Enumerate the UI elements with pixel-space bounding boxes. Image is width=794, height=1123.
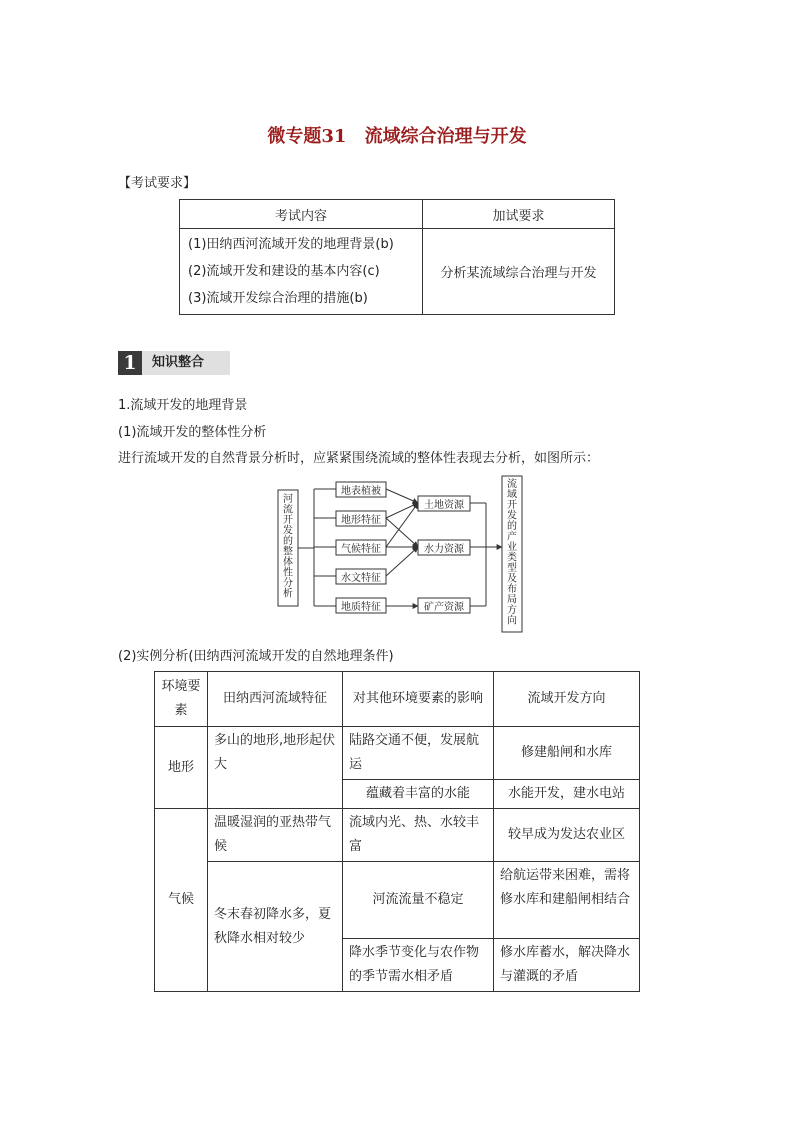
factor-label: 地表植被 bbox=[341, 486, 381, 497]
resource-label: 水力资源 bbox=[424, 544, 464, 555]
section-number: 1 bbox=[118, 351, 142, 375]
vertical-char: 局 bbox=[507, 594, 517, 606]
climate-feature-2: 冬末春初降水多，夏秋降水相对较少 bbox=[208, 862, 343, 992]
left-box-text bbox=[283, 493, 293, 600]
climate-impact-3: 降水季节变化与农作物的季节需水相矛盾 bbox=[343, 939, 494, 992]
vertical-char: 体 bbox=[283, 557, 293, 568]
terrain-label: 地形 bbox=[155, 727, 208, 809]
req-item: (1)田纳西河流域开发的地理背景(b) bbox=[188, 237, 394, 252]
vertical-char: 流 bbox=[283, 504, 293, 516]
factor-label: 水文特征 bbox=[341, 573, 381, 584]
vertical-char: 型 bbox=[507, 563, 517, 574]
example-table bbox=[154, 671, 640, 992]
point-1-2: (2)实例分析(田纳西河流域开发的自然地理条件) bbox=[118, 649, 394, 664]
header-cell: 流域开发方向 bbox=[494, 672, 640, 727]
vertical-char: 整 bbox=[283, 546, 293, 558]
point-1: 1.流域开发的地理背景 bbox=[118, 398, 248, 413]
vertical-char: 发 bbox=[507, 510, 517, 522]
title-number: 微专题31 bbox=[267, 126, 347, 147]
resource-label: 土地资源 bbox=[424, 500, 464, 511]
req-item: (3)流域开发综合治理的措施(b) bbox=[188, 291, 368, 306]
terrain-feature: 多山的地形,地形起伏大 bbox=[208, 727, 343, 809]
vertical-char: 的 bbox=[507, 521, 517, 532]
req-extra-cell: 分析某流域综合治理与开发 bbox=[423, 229, 615, 315]
climate-impact-2: 河流流量不稳定 bbox=[343, 862, 494, 939]
vertical-char: 产 bbox=[507, 531, 517, 543]
factor-label: 地形特征 bbox=[341, 515, 381, 526]
vertical-char: 分 bbox=[283, 578, 293, 589]
vertical-char: 性 bbox=[283, 567, 293, 579]
vertical-char: 流 bbox=[507, 479, 517, 490]
vertical-char: 发 bbox=[283, 525, 293, 537]
header-cell: 对其他环境要素的影响 bbox=[343, 672, 494, 727]
requirements-table bbox=[179, 199, 615, 315]
requirements-heading: 【考试要求】 bbox=[118, 176, 197, 191]
climate-feature-1: 温暖湿润的亚热带气候 bbox=[208, 809, 343, 862]
vertical-char: 析 bbox=[283, 588, 293, 600]
header-cell: 环境要素 bbox=[155, 672, 208, 727]
vertical-char: 的 bbox=[283, 536, 293, 547]
section-header bbox=[118, 351, 230, 375]
factor-label: 地质特征 bbox=[341, 602, 381, 613]
vertical-char: 开 bbox=[507, 500, 517, 511]
terrain-impact-2: 蕴藏着丰富的水能 bbox=[343, 780, 494, 809]
section-label: 知识整合 bbox=[152, 355, 205, 370]
header-cell: 田纳西河流域特征 bbox=[208, 672, 343, 727]
req-content-cell bbox=[180, 229, 423, 315]
climate-direction-1: 较早成为发达农业区 bbox=[494, 809, 640, 862]
terrain-direction-1: 修建船闸和水库 bbox=[494, 727, 640, 780]
req-col-content: 考试内容 bbox=[180, 200, 423, 229]
vertical-char: 类 bbox=[507, 552, 517, 564]
climate-label: 气候 bbox=[155, 809, 208, 992]
right-box-text bbox=[507, 477, 517, 627]
vertical-char: 及 bbox=[507, 573, 517, 585]
terrain-impact-1: 陆路交通不便，发展航运 bbox=[343, 727, 494, 780]
req-col-extra: 加试要求 bbox=[423, 200, 615, 229]
factor-label: 气候特征 bbox=[341, 544, 381, 555]
climate-impact-1: 流域内光、热、水较丰富 bbox=[343, 809, 494, 862]
climate-direction-3: 修水库蓄水，解决降水与灌溉的矛盾 bbox=[494, 939, 640, 992]
vertical-char: 域 bbox=[507, 489, 517, 501]
vertical-char: 向 bbox=[507, 615, 517, 627]
vertical-char: 方 bbox=[507, 605, 517, 616]
vertical-char: 布 bbox=[507, 584, 517, 595]
climate-direction-2: 给航运带来困难，需将修水库和建船闸相结合 bbox=[494, 862, 640, 939]
vertical-char: 河 bbox=[283, 494, 293, 505]
page-title bbox=[0, 122, 794, 148]
req-item: (2)流域开发和建设的基本内容(c) bbox=[188, 264, 380, 279]
integrity-diagram bbox=[276, 474, 526, 634]
terrain-direction-2: 水能开发，建水电站 bbox=[494, 780, 640, 809]
title-name: 流域综合治理与开发 bbox=[364, 126, 527, 147]
intro-text: 进行流域开发的自然背景分析时，应紧紧围绕流域的整体性表现去分析，如图所示： bbox=[118, 451, 600, 466]
vertical-char: 开 bbox=[283, 515, 293, 526]
point-1-1: (1)流域开发的整体性分析 bbox=[118, 425, 267, 440]
vertical-char: 业 bbox=[507, 542, 517, 553]
resource-label: 矿产资源 bbox=[424, 602, 464, 613]
